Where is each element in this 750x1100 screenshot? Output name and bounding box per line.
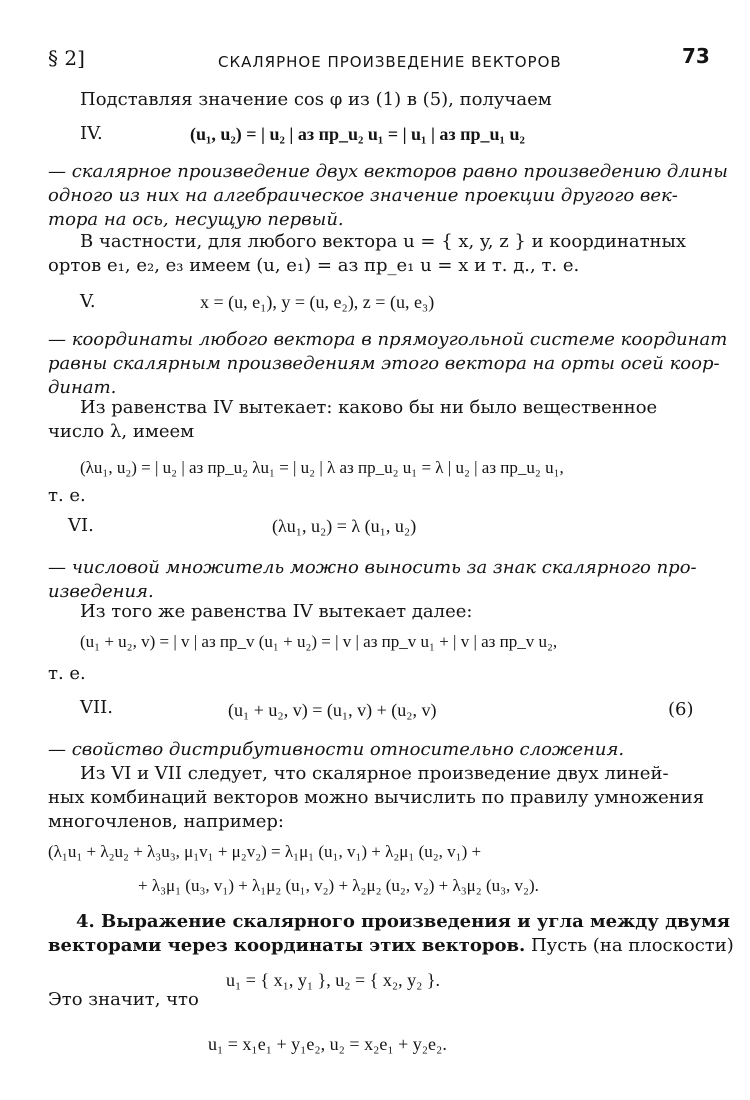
paragraph-line: Из того же равенства IV вытекает далее: [80, 601, 473, 622]
equation-label-v: V. [80, 291, 96, 312]
italic-statement-line: — свойство дистрибутивности относительно сложения. [48, 739, 625, 760]
paragraph-line: Это значит, что [48, 989, 199, 1010]
paragraph-line: В частности, для любого вектора u = { x, y, z } и координатных [80, 231, 686, 252]
paragraph-line: Подставляя значение cos φ из (1) в (5), получаем [80, 89, 552, 110]
italic-statement-line: — числовой множитель можно выносить за знак скалярного про- [48, 557, 697, 578]
paragraph-text: Пусть (на плоскости) [525, 935, 734, 956]
paragraph-line: число λ, имеем [48, 421, 195, 442]
equation-decomposition: u₁ = x₁e₁ + y₁e₂, u₂ = x₂e₁ + y₂e₂. [208, 1034, 447, 1054]
paragraph-line: т. е. [48, 485, 86, 506]
italic-statement-line: тора на ось, несущую первый. [48, 209, 344, 230]
paragraph-line: ортов e₁, e₂, e₃ имеем (u, e₁) = аз пр_e₁ u = x и т. д., т. е. [48, 255, 580, 276]
paragraph-line: т. е. [48, 663, 86, 684]
section-heading-number: 4. Выражение [76, 911, 227, 932]
paragraph-line: многочленов, например: [48, 811, 284, 832]
italic-statement-line: — скалярное произведение двух векторов равно произведению длины [48, 161, 728, 182]
equation-coordinates: u₁ = { x₁, y₁ }, u₂ = { x₂, y₂ }. [226, 970, 441, 990]
equation-vi: (λu₁, u₂) = λ (u₁, u₂) [272, 516, 417, 536]
section-heading-text: векторами через координаты этих векторов. [48, 935, 526, 956]
italic-statement-line: равны скалярным произведениям этого вектора на орты осей коор- [48, 353, 720, 374]
equation-sum: (u₁ + u₂, v) = | v | аз пр_v (u₁ + u₂) = | v | аз пр_v u₁ + | v | аз пр_v u₂, [80, 632, 558, 651]
equation-vii: (u₁ + u₂, v) = (u₁, v) + (u₂, v) [228, 700, 437, 720]
equation-label-vi: VI. [68, 515, 94, 536]
equation-polynomial-line1: (λ₁u₁ + λ₂u₂ + λ₃u₃, μ₁v₁ + μ₂v₂) = λ₁μ₁ (u₁, v₁) + λ₂μ₁ (u₂, v₁) + [48, 842, 482, 861]
section-heading-line2 [48, 934, 734, 958]
section-marker: § 2] [48, 46, 85, 70]
equation-label-vii: VII. [80, 697, 113, 718]
equation-number-6: (6) [668, 699, 694, 720]
italic-statement-line: — координаты любого вектора в прямоугольной системе координат [48, 329, 728, 350]
paragraph-line: ных комбинаций векторов можно вычислить по правилу умножения [48, 787, 705, 808]
equation-lambda: (λu₁, u₂) = | u₂ | аз пр_u₂ λu₁ = | u₂ | λ аз пр_u₂ u₁ = λ | u₂ | аз пр_u₂ u₁, [80, 458, 564, 477]
equation-polynomial-line2: + λ₃μ₁ (u₃, v₁) + λ₁μ₂ (u₁, v₂) + λ₂μ₂ (u₂, v₂) + λ₃μ₂ (u₃, v₂). [138, 876, 539, 895]
paragraph-line: Из равенства IV вытекает: каково бы ни было вещественное [80, 397, 658, 418]
section-heading-text: скалярного произведения и угла между двумя [226, 911, 731, 932]
equation-iv: (u₁, u₂) = | u₂ | аз пр_u₂ u₁ = | u₁ | аз пр_u₁ u₂ [190, 124, 525, 144]
italic-statement-line: одного из них на алгебраическое значение проекции другого век- [48, 185, 678, 206]
section-heading-line1 [76, 910, 730, 934]
italic-statement-line: динат. [48, 377, 117, 398]
page-number: 73 [682, 44, 710, 68]
running-title: СКАЛЯРНОЕ ПРОИЗВЕДЕНИЕ ВЕКТОРОВ [218, 53, 562, 71]
equation-label-iv: IV. [80, 123, 103, 144]
paragraph-line: Из VI и VII следует, что скалярное произведение двух линей- [80, 763, 669, 784]
italic-statement-line: изведения. [48, 581, 154, 602]
equation-v: x = (u, e₁), y = (u, e₂), z = (u, e₃) [200, 292, 435, 312]
